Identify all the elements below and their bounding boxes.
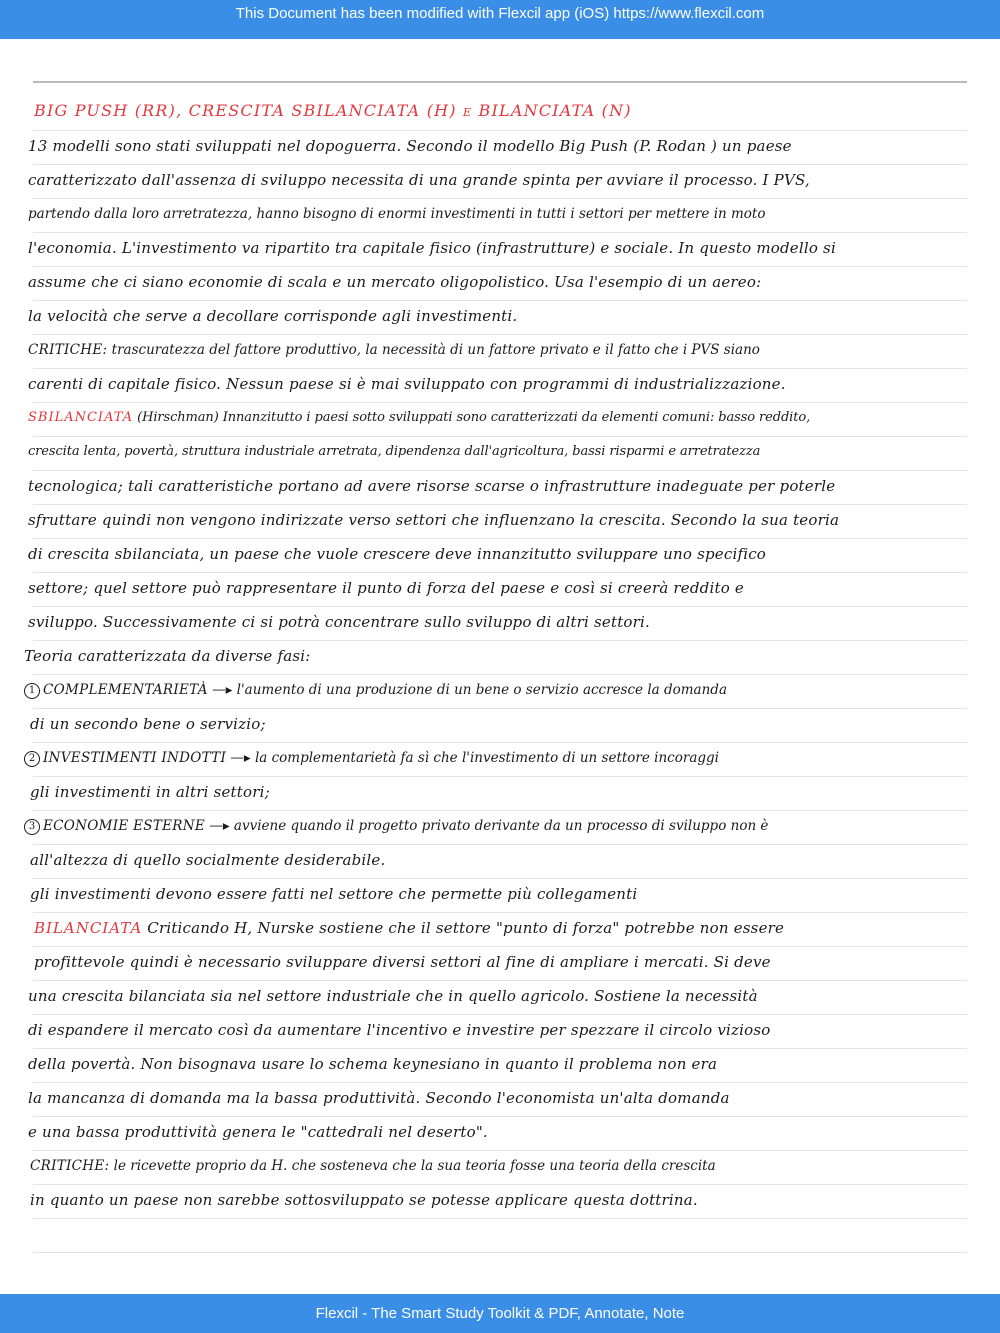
note-line: sviluppo. Successivamente ci si potrà concentrare sullo sviluppo di altri settori. (28, 613, 651, 631)
sbilanciata-heading: SBILANCIATA (28, 410, 134, 425)
critiche-label: CRITICHE: (30, 1158, 110, 1174)
note-line (30, 1151, 978, 1181)
note-text: trascuratezza del fattore produttivo, la necessità di un fattore privato e il fatto che i PVS siano (107, 342, 760, 358)
number-badge: 2 (24, 751, 40, 767)
note-line: della povertà. Non bisognava usare lo schema keynesiano in quanto il problema non era (28, 1055, 718, 1073)
note-line: assume che ci siano economie di scala e un mercato oligopolistico. Usa l'esempio di un aereo: (28, 273, 762, 291)
note-line: l'economia. L'investimento va ripartito tra capitale fisico (infrastrutture) e sociale. In questo modello si (28, 239, 836, 257)
note-line (28, 335, 976, 365)
note-line: crescita lenta, povertà, struttura industriale arretrata, dipendenza dall'agricoltura, bassi risparmi e arretratezza (28, 444, 761, 459)
note-text: —▸ avviene quando il progetto privato derivante da un processo di sviluppo non è (205, 818, 769, 834)
note-line (28, 403, 976, 433)
note-line: sfruttare quindi non vengono indirizzate verso settori che influenzano la crescita. Secondo la sua teoria (28, 511, 840, 529)
note-line: caratterizzato dall'assenza di sviluppo necessita di una grande spinta per avviare il processo. I PVS, (28, 171, 810, 189)
note-line: partendo dalla loro arretratezza, hanno bisogno di enormi investimenti in tutti i settori per mettere in moto (28, 206, 766, 222)
note-line: una crescita bilanciata sia nel settore industriale che in quello agricolo. Sostiene la necessità (28, 987, 758, 1005)
phase-label: COMPLEMENTARIETÀ (43, 682, 208, 698)
note-line: all'altezza di quello socialmente desiderabile. (30, 851, 386, 869)
note-line (34, 913, 982, 943)
note-line: la mancanza di domanda ma la bassa produttività. Secondo l'economista un'alta domanda (28, 1089, 730, 1107)
top-banner-text: This Document has been modified with Flexcil app (iOS) https://www.flexcil.com (235, 5, 765, 22)
bottom-banner-text: Flexcil - The Smart Study Toolkit & PDF, Annotate, Note (315, 1305, 685, 1322)
note-line: gli investimenti devono essere fatti nel settore che permette più collegamenti (30, 885, 638, 903)
note-line (24, 811, 972, 841)
note-line: 13 modelli sono stati sviluppati nel dopoguerra. Secondo il modello Big Push (P. Rodan ) un paese (28, 137, 792, 155)
note-line: Teoria caratterizzata da diverse fasi: (24, 647, 311, 665)
phase-label: ECONOMIE ESTERNE (43, 818, 206, 834)
bottom-banner (0, 1294, 1000, 1333)
note-line: di un secondo bene o servizio; (30, 715, 266, 733)
note-line: e una bassa produttività genera le "cattedrali nel deserto". (28, 1123, 488, 1141)
note-text: Criticando H, Nurske sostiene che il settore "punto di forza" potrebbe non essere (142, 919, 785, 937)
note-line: gli investimenti in altri settori; (30, 783, 270, 801)
note-text: (Hirschman) Innanzitutto i paesi sotto sviluppati sono caratterizzati da elementi comuni: basso reddito, (133, 410, 811, 425)
note-text: —▸ la complementarietà fa sì che l'investimento di un settore incoraggi (226, 750, 719, 766)
note-title: BIG PUSH (RR), CRESCITA SBILANCIATA (H) e BILANCIATA (N) (34, 101, 632, 120)
note-line (24, 675, 972, 705)
note-line: carenti di capitale fisico. Nessun paese si è mai sviluppato con programmi di industrializzazione. (28, 375, 786, 393)
number-badge: 3 (24, 819, 40, 835)
note-line: di espandere il mercato così da aumentare l'incentivo e investire per spezzare il circolo vizioso (28, 1021, 771, 1039)
note-line: tecnologica; tali caratteristiche portano ad avere risorse scarse o infrastrutture inadeguate per poterle (28, 477, 836, 495)
note-line: settore; quel settore può rappresentare il punto di forza del paese e così si creerà reddito e (28, 579, 744, 597)
note-line: la velocità che serve a decollare corrisponde agli investimenti. (28, 307, 518, 325)
number-badge: 1 (24, 683, 40, 699)
bilanciata-heading: BILANCIATA (34, 919, 143, 937)
note-text: —▸ l'aumento di una produzione di un bene o servizio accresce la domanda (207, 682, 727, 698)
note-line (24, 743, 972, 773)
critiche-label: CRITICHE: (28, 342, 108, 358)
phase-label: INVESTIMENTI INDOTTI (43, 750, 227, 766)
note-line: profittevole quindi è necessario sviluppare diversi settori al fine di ampliare i mercati. Si deve (34, 953, 771, 971)
note-line: in quanto un paese non sarebbe sottosviluppato se potesse applicare questa dottrina. (30, 1191, 698, 1209)
note-line: di crescita sbilanciata, un paese che vuole crescere deve innanzitutto sviluppare uno specifico (28, 545, 767, 563)
note-text: le ricevette proprio da H. che sosteneva che la sua teoria fosse una teoria della crescita (109, 1158, 716, 1174)
